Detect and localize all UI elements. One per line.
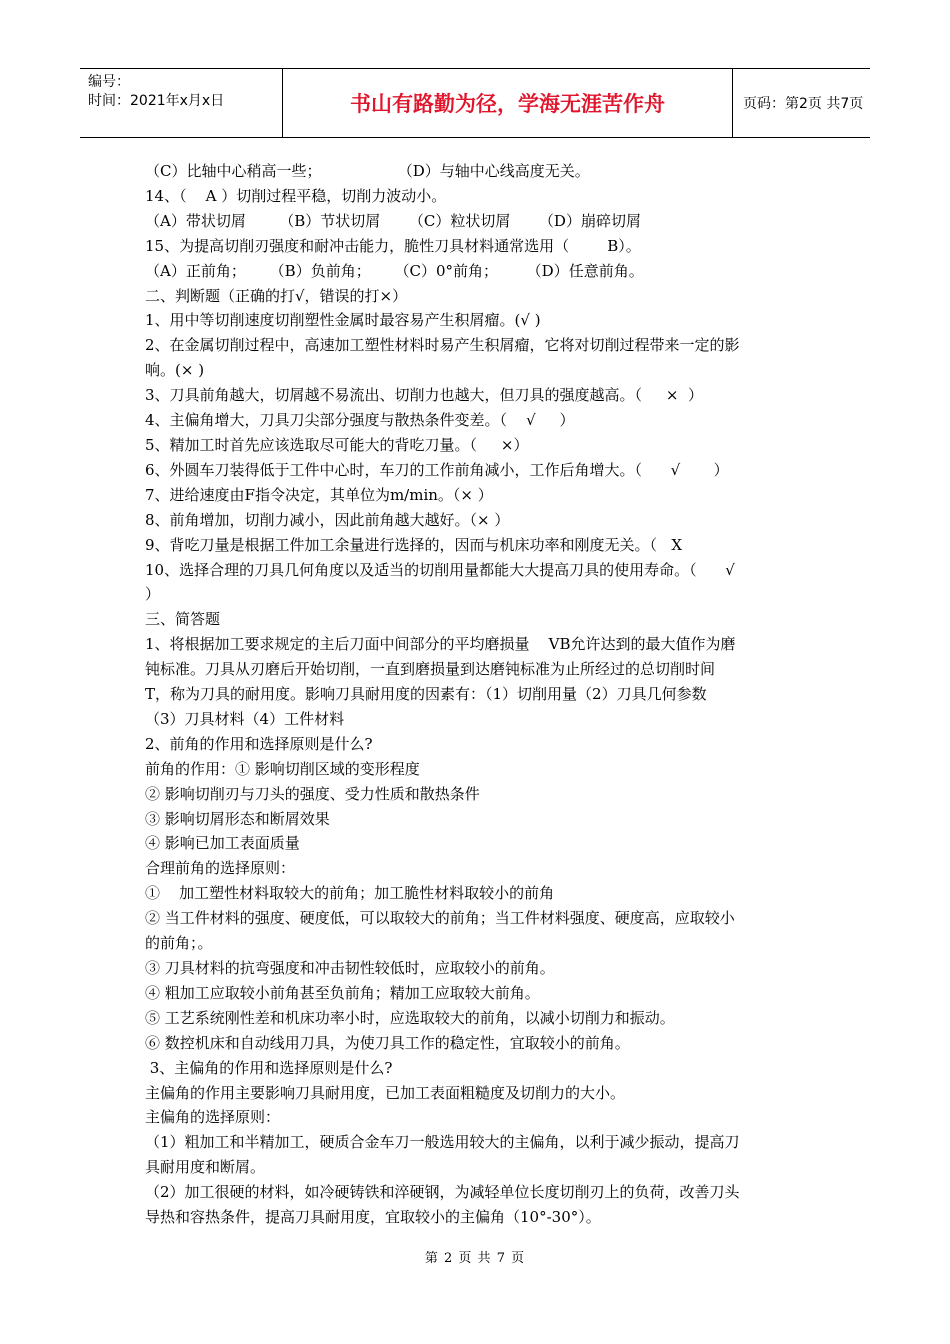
time-label: 时间：2021年x月x日 [88,93,225,109]
text-line: 合理前角的选择原则： [145,859,296,878]
text-line: 1、将根据加工要求规定的主后刀面中间部分的平均磨损量 VB允许达到的最大值作为磨 [145,635,736,654]
text-line: ③ 刀具材料的抗弯强度和冲击韧性较低时，应取较小的前角。 [145,959,555,977]
text-line: 7、进给速度由F指令决定，其单位为m/min。（× ） [145,485,493,504]
text-line: （3）刀具材料（4）工件材料 [145,709,345,728]
text-line: 8、前角增加，切削力减小，因此前角越大越好。（× ） [145,510,510,529]
text-line: （1）粗加工和半精加工，硬质合金车刀一般选用较大的主偏角，以利于减少振动，提高刀 [145,1133,740,1152]
text-line: （2）加工很硬的材料，如冷硬铸铁和淬硬钢，为减轻单位长度切削刃上的负荷，改善刀头 [145,1183,740,1202]
text-line: 响。(× ) [145,361,205,380]
text-line: 2、前角的作用和选择原则是什么? [145,734,373,753]
header-page-cell [733,69,870,137]
page-info: 页码：第2页 共7页 [743,96,864,112]
text-line: 二、判断题（正确的打√，错误的打×） [145,286,408,305]
text-line: 3、主偏角的作用和选择原则是什么? [145,1058,393,1077]
text-line: 前角的作用：① 影响切削区域的变形程度 [145,759,420,778]
text-line: ④ 粗加工应取较小前角甚至负前角；精加工应取较大前角。 [145,983,540,1002]
text-line: 2、在金属切削过程中，高速加工塑性材料时易产生积屑瘤，它将对切削过程带来一定的影 [145,336,740,355]
text-line: 主偏角的选择原则： [145,1108,281,1127]
text-line: 14、（ A ）切削过程平稳，切削力波动小。 [145,186,447,205]
text-line: ⑥ 数控机床和自动线用刀具，为使刀具工作的稳定性，宜取较小的前角。 [145,1033,630,1052]
text-line: 4、主偏角增大，刀具刀尖部分强度与散热条件变差。（ √ ） [145,411,575,430]
header-left-cell [80,69,282,137]
text-line: （A）正前角； （B）负前角； （C）0°前角； （D）任意前角。 [145,261,644,280]
text-line: 三、简答题 [145,610,221,629]
document-body [145,159,810,1230]
text-line: 10、选择合理的刀具几何角度以及适当的切削用量都能大大提高刀具的使用寿命。（ √ [145,560,735,579]
page-footer: 第 2 页 共 7 页 [424,1251,526,1266]
text-line: ① 加工塑性材料取较大的前角；加工脆性材料取较小的前角 [145,884,555,903]
text-line: 钝标准。刀具从刃磨后开始切削，一直到磨损量到达磨钝标准为止所经过的总切削时间 [145,660,716,679]
text-line: 15、为提高切削刃强度和耐冲击能力，脆性刀具材料通常选用（ B）。 [145,236,641,255]
page-header [80,68,870,138]
text-line: （A）带状切屑 （B）节状切屑 （C）粒状切屑 （D）崩碎切屑 [145,211,641,230]
text-line: 9、背吃刀量是根据工件加工余量进行选择的，因而与机床功率和刚度无关。（ X [145,535,683,554]
text-line: ） [145,585,161,604]
text-line: 1、用中等切削速度切削塑性金属时最容易产生积屑瘤。(√ ) [145,311,541,330]
header-motto-cell [282,69,733,137]
text-line: 导热和容热条件，提高刀具耐用度，宜取较小的主偏角（10°-30°）。 [145,1208,601,1227]
text-line: 6、外圆车刀装得低于工件中心时，车刀的工作前角减小，工作后角增大。（ √ ） [145,460,729,479]
number-label: 编号： [88,74,130,90]
text-line: 的前角；。 [145,934,213,953]
text-line: （C）比轴中心稍高一些； （D）与轴中心线高度无关。 [145,162,590,180]
text-line: ④ 影响已加工表面质量 [145,834,300,853]
text-line: T，称为刀具的耐用度。影响刀具耐用度的因素有：（1）切削用量（2）刀具几何参数 [145,685,707,704]
text-line: 5、精加工时首先应该选取尽可能大的背吃刀量。（ ×） [145,435,529,454]
text-line: ② 当工件材料的强度、硬度低，可以取较大的前角；当工件材料强度、硬度高，应取较小 [145,909,735,928]
motto-text: 书山有路勤为径，学海无涯苦作舟 [350,92,665,116]
text-line: ③ 影响切屑形态和断屑效果 [145,809,330,828]
text-line: 主偏角的作用主要影响刀具耐用度，已加工表面粗糙度及切削力的大小。 [145,1083,626,1102]
text-line: 3、刀具前角越大，切屑越不易流出、切削力也越大，但刀具的强度越高。（ × ） [145,386,703,405]
text-line: ⑤ 工艺系统刚性差和机床功率小时，应选取较大的前角，以减小切削力和振动。 [145,1008,675,1027]
text-line: 具耐用度和断屑。 [145,1158,266,1177]
text-line: ② 影响切削刃与刀头的强度、受力性质和散热条件 [145,784,480,803]
